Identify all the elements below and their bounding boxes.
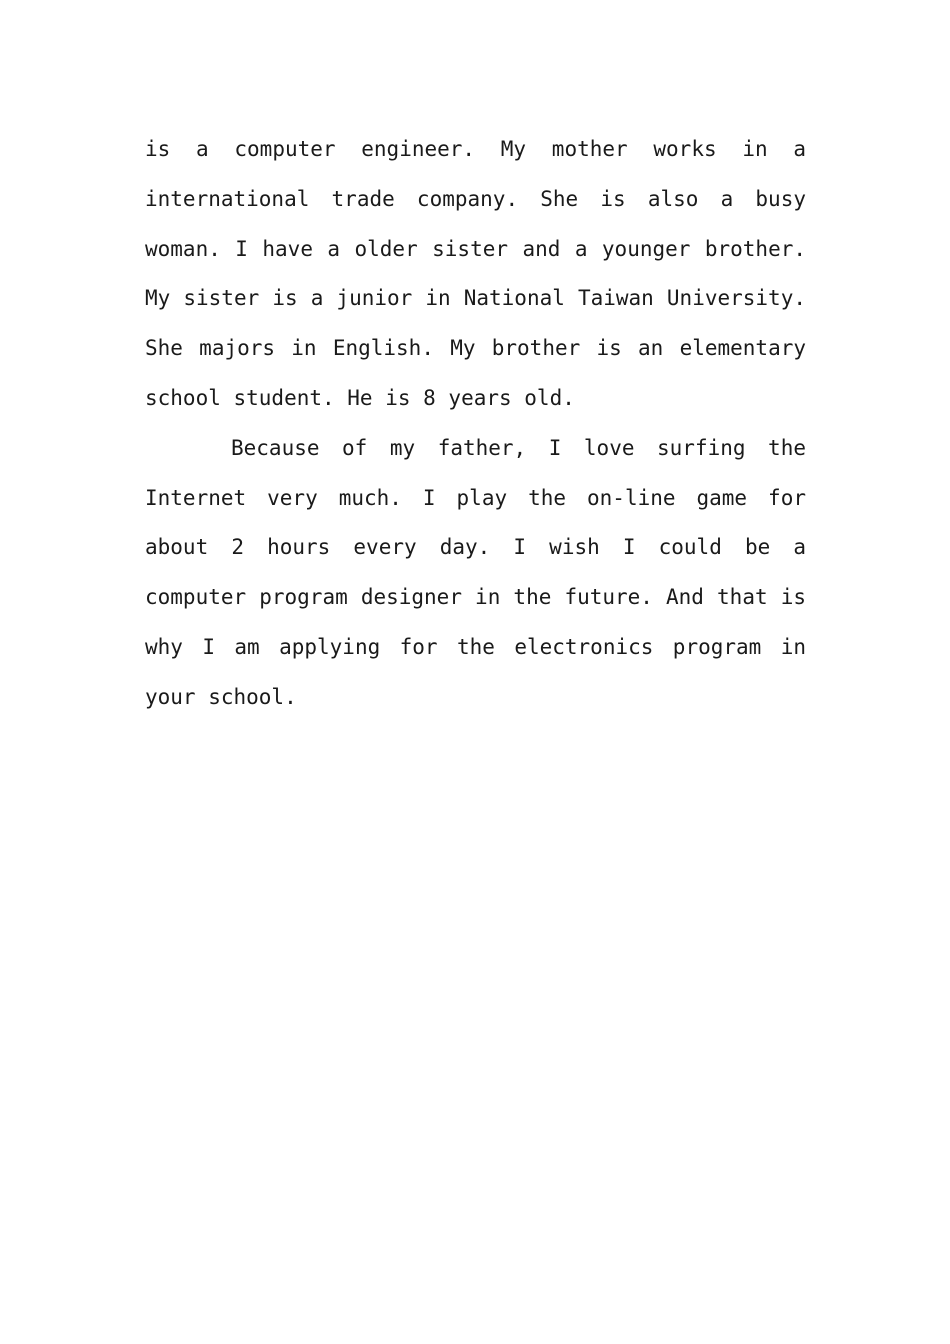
document-body	[145, 125, 806, 723]
paragraph-family: is a computer engineer. My mother works in a international trade company. She is also a busy woman. I have a older sister and a younger brother. My sister is a junior in National Taiwan University. She majors in English. My brother is an elementary school student. He is 8 years old.	[145, 137, 806, 410]
paragraph-interest: Because of my father, I love surfing the Internet very much. I play the on-line game for about 2 hours every day. I wish I could be a computer program designer in the future. And that is why I am applying for the electronics program in your school.	[145, 435, 806, 709]
